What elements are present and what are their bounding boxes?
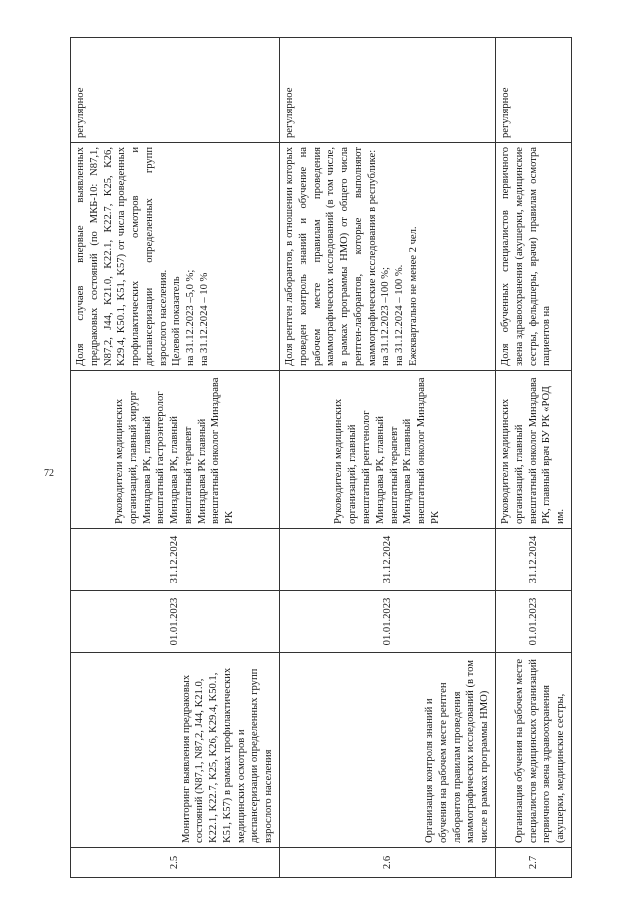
end-date: 31.12.2024 [280, 529, 496, 591]
table-row [496, 38, 572, 878]
periodicity: регулярное [280, 38, 496, 143]
responsible: Руководители медицинских организаций, главный хирург Минздрава РК, главный внештатный гастроэнтеролог Минздрава РК, главный внештатный терапевт Минздрава РК главный внештатный онколог Минздрава РК [71, 371, 280, 529]
responsible: Руководители медицинских организаций, главный внештатный рентгенолог Минздрава РК, главный внештатный терапевт Минздрава РК главный внештатный онколог Минздрава РК [280, 371, 496, 529]
page-number: 72 [44, 468, 54, 479]
periodicity: регулярное [71, 38, 280, 143]
row-number: 2.5 [71, 848, 280, 878]
activities-table [70, 37, 572, 878]
end-date: 31.12.2024 [496, 529, 572, 591]
indicator-text: Доля обученных специалистов первичного звена здравоохранения (акушерки, медицинские сестры, фельдшеры, врачи) правилам осмотра пациентов на [500, 147, 553, 366]
start-date: 01.01.2023 [280, 591, 496, 653]
indicator-text: на 31.12.2023 –5,0 %; [185, 269, 197, 366]
indicator-text: Доля случаев впервые выявленных предраковых состояний (по МКБ-10: N87,1, N87,2, J44, K21.0, K22.1, K22.7, K25, K26, K29.4, K50.1, K51, K57) от числа проведенных профилактических осмотров и диспансеризации определенных групп взрослого населения. [75, 147, 169, 366]
activity-name: Организация обучения на рабочем месте специалистов медицинских организаций первичного звена здравоохранения (акушерки, медицинские сестры, [496, 653, 572, 848]
rotated-table-container [70, 38, 570, 878]
row-number: 2.6 [280, 848, 496, 878]
periodicity: регулярное [496, 38, 572, 143]
indicator-text: Ежеквартально не менее 2 чел. [407, 226, 419, 366]
indicator [71, 143, 280, 371]
indicator [280, 143, 496, 371]
table-row [280, 38, 496, 878]
indicator [496, 143, 572, 371]
indicator-text: на 31.12.2023 –100 %; [380, 267, 392, 366]
row-number: 2.7 [496, 848, 572, 878]
table-row [71, 38, 280, 878]
start-date: 01.01.2023 [71, 591, 280, 653]
responsible: Руководители медицинских организаций, главный внештатный онколог Минздрава РК, главный врач БУ РК «РОД им. [496, 371, 572, 529]
indicator-text: на 31.12.2024 – 10 % [198, 272, 210, 366]
start-date: 01.01.2023 [496, 591, 572, 653]
indicator-text: Доля рентген лаборантов, в отношении которых проведен контроль знаний и обучение на рабочем месте правилам проведения маммографических исследований (в том числе, в рамках программы НМО) от общего числа рентген-лаборантов, которые выполняют маммографические исследования в республике: [284, 147, 378, 366]
indicator-text: Целевой показатель [171, 276, 183, 366]
activity-name: Организация контроля знаний и обучения на рабочем месте рентген лаборантов правилам проведения маммографических исследований (в том числе в рамках программы НМО) [280, 653, 496, 848]
end-date: 31.12.2024 [71, 529, 280, 591]
activity-name: Мониторинг выявления предраковых состояний (N87,1, N87,2, J44, K21.0, K22.1, K22.7, K25, K26, K29.4, K50.1, K51, K57) в рамках профилактических медицинских осмотров и диспансеризации определенных групп взрослого населения [71, 653, 280, 848]
indicator-text: на 31.12.2024 – 100 %. [394, 264, 406, 366]
